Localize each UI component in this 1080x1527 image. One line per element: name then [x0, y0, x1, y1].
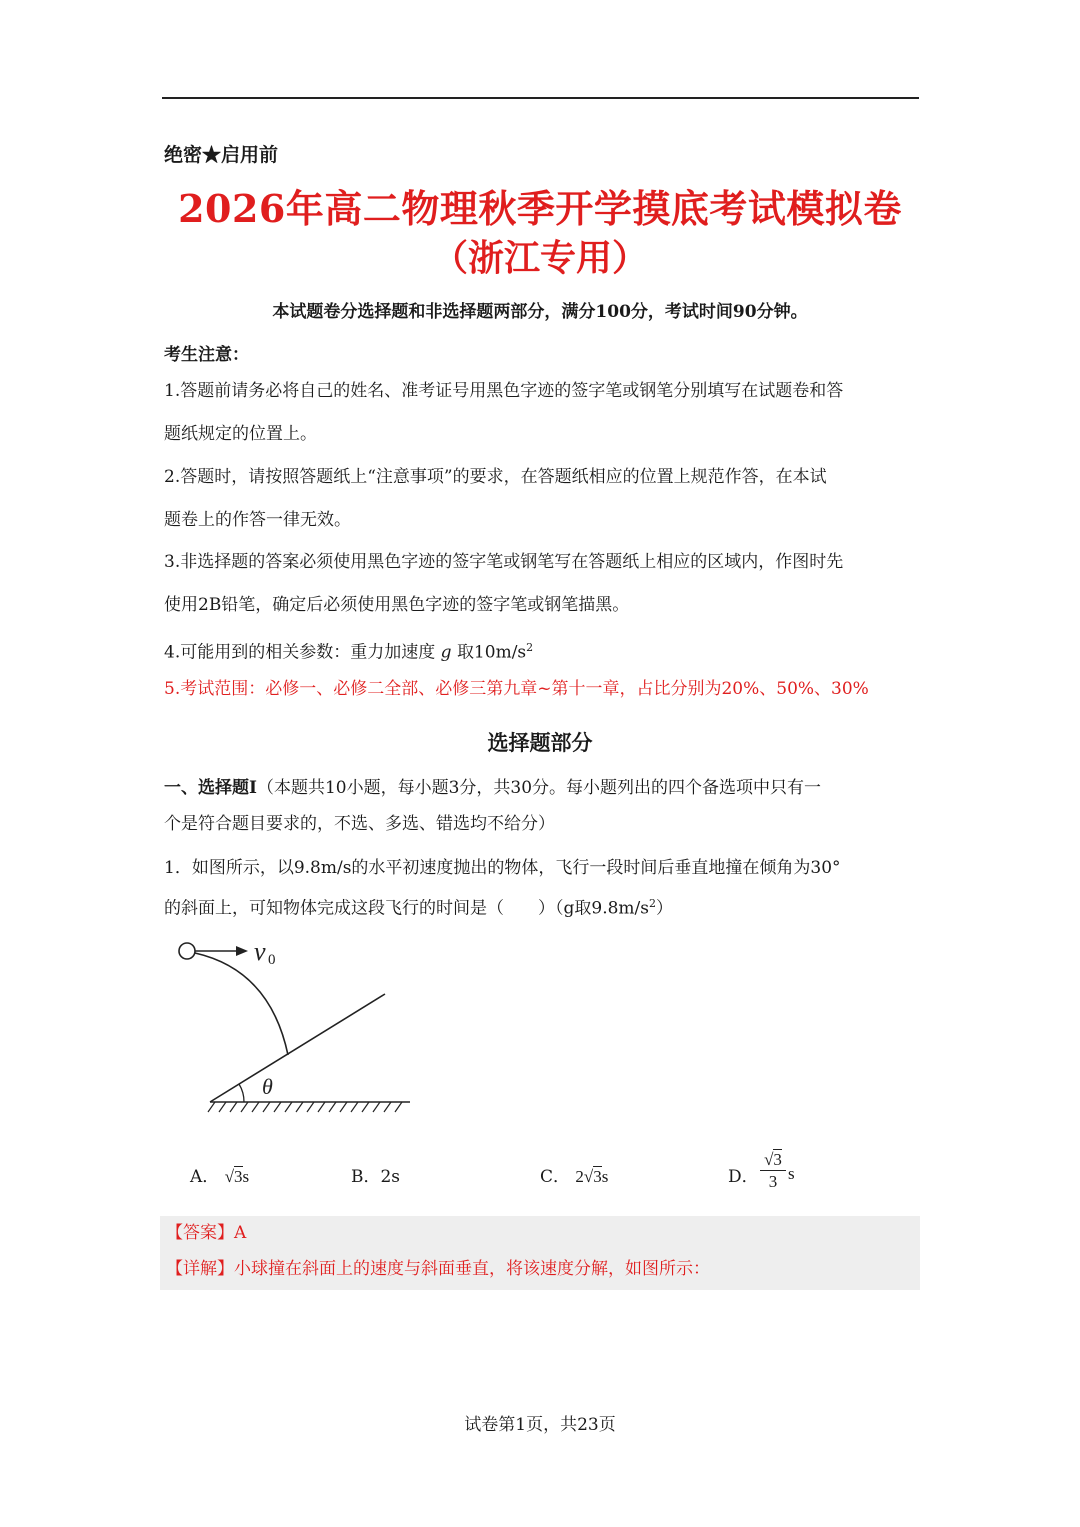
detail-label: 【详解】	[166, 1259, 234, 1279]
note-2	[164, 456, 920, 542]
note-1-line-1: 1.答题前请务必将自己的姓名、准考证号用黑色字迹的签字笔或钢笔分别填写在试题卷和答	[164, 381, 844, 401]
note-4-value: 取10m/s	[456, 642, 527, 663]
exam-intro: 本试题卷分选择题和非选择题两部分，满分100分，考试时间90分钟。	[272, 302, 808, 322]
page-footer: 试卷第1页，共23页	[464, 1415, 616, 1435]
incline-line	[210, 994, 385, 1102]
question-1-line-2: 的斜面上，可知物体完成这段飞行的时间是（ ）（g取9.8m/s	[164, 898, 649, 919]
sqrt-icon: √	[224, 1167, 235, 1186]
option-c-label: C．	[540, 1167, 571, 1187]
note-3	[164, 541, 920, 627]
option-d-label: D．	[728, 1167, 759, 1187]
part-label: 一、选择题I	[164, 778, 257, 798]
option-d-unit: s	[788, 1164, 795, 1183]
note-3-line-2: 使用2B铅笔，确定后必须使用黑色字迹的签字笔或钢笔描黑。	[164, 595, 630, 615]
secret-label: 绝密★启用前	[164, 144, 279, 166]
ground-hatching	[208, 1102, 402, 1112]
exam-title: 2026年高二物理秋季开学摸底考试模拟卷	[178, 186, 902, 231]
option-c-value: 3	[593, 1167, 602, 1186]
note-1	[164, 370, 920, 456]
option-a	[190, 1162, 249, 1187]
exam-subtitle: （浙江专用）	[431, 237, 648, 279]
note-5: 5.考试范围：必修一、必修二全部、必修三第九章~第十一章，占比分别为20%、50%、30%	[164, 679, 869, 699]
figure-theta-label: θ	[262, 1074, 273, 1099]
note-3-line-1: 3.非选择题的答案必须使用黑色字迹的签字笔或钢笔写在答题纸上相应的区域内，作图时先	[164, 552, 844, 572]
option-c-coef: 2	[575, 1167, 584, 1186]
projectile-incline-figure	[170, 930, 420, 1120]
sqrt-icon: √	[764, 1150, 774, 1169]
option-a-label: A．	[190, 1167, 220, 1187]
note-2-line-1: 2.答题时，请按照答题纸上“注意事项”的要求，在答题纸相应的位置上规范作答，在本试	[164, 467, 827, 487]
arrowhead-icon	[236, 946, 248, 956]
option-b: B．2s	[351, 1167, 401, 1187]
option-d-numerator: 3	[773, 1150, 782, 1169]
section-title: 选择题部分	[487, 730, 593, 755]
top-rule	[162, 97, 919, 99]
option-a-unit: s	[242, 1167, 250, 1186]
part-desc-2: 个是符合题目要求的，不选、多选、错选均不给分）	[164, 814, 555, 834]
note-2-line-2: 题卷上的作答一律无效。	[164, 510, 351, 530]
note-4-var: g	[440, 642, 452, 663]
note-1-line-2: 题纸规定的位置上。	[164, 424, 317, 444]
option-c	[540, 1162, 608, 1187]
ball-icon	[179, 943, 195, 959]
question-1-line-1: 1．如图所示，以9.8m/s的水平初速度抛出的物体，飞行一段时间后垂直地撞在倾角为30°	[164, 858, 841, 878]
angle-arc	[239, 1084, 244, 1102]
note-4-text: 4.可能用到的相关参数：重力加速度	[164, 642, 436, 663]
part-desc-1: （本题共10小题，每小题3分，共30分。每小题列出的四个备选项中只有一	[256, 778, 822, 798]
detail-line	[166, 1254, 710, 1279]
question-1-sup: 2	[649, 897, 656, 910]
figure-v-sub: 0	[268, 952, 276, 968]
answer-line	[166, 1218, 246, 1243]
option-a-value: 3	[234, 1167, 243, 1186]
detail-text: 小球撞在斜面上的速度与斜面垂直，将该速度分解，如图所示：	[234, 1259, 710, 1279]
question-1	[164, 850, 924, 927]
sqrt-icon: √	[583, 1167, 594, 1186]
part-description	[164, 770, 924, 842]
option-d-denominator: 3	[760, 1170, 786, 1193]
option-d-fraction	[760, 1150, 786, 1193]
answer-value: A	[234, 1223, 247, 1243]
trajectory-curve	[195, 953, 288, 1055]
figure-v-label: v	[254, 937, 266, 966]
answer-label: 【答案】	[166, 1223, 234, 1243]
note-4-sup: 2	[526, 641, 534, 654]
notes-heading: 考生注意：	[164, 345, 249, 365]
option-c-unit: s	[601, 1167, 609, 1186]
question-1-line-2-end: ）	[656, 898, 673, 919]
